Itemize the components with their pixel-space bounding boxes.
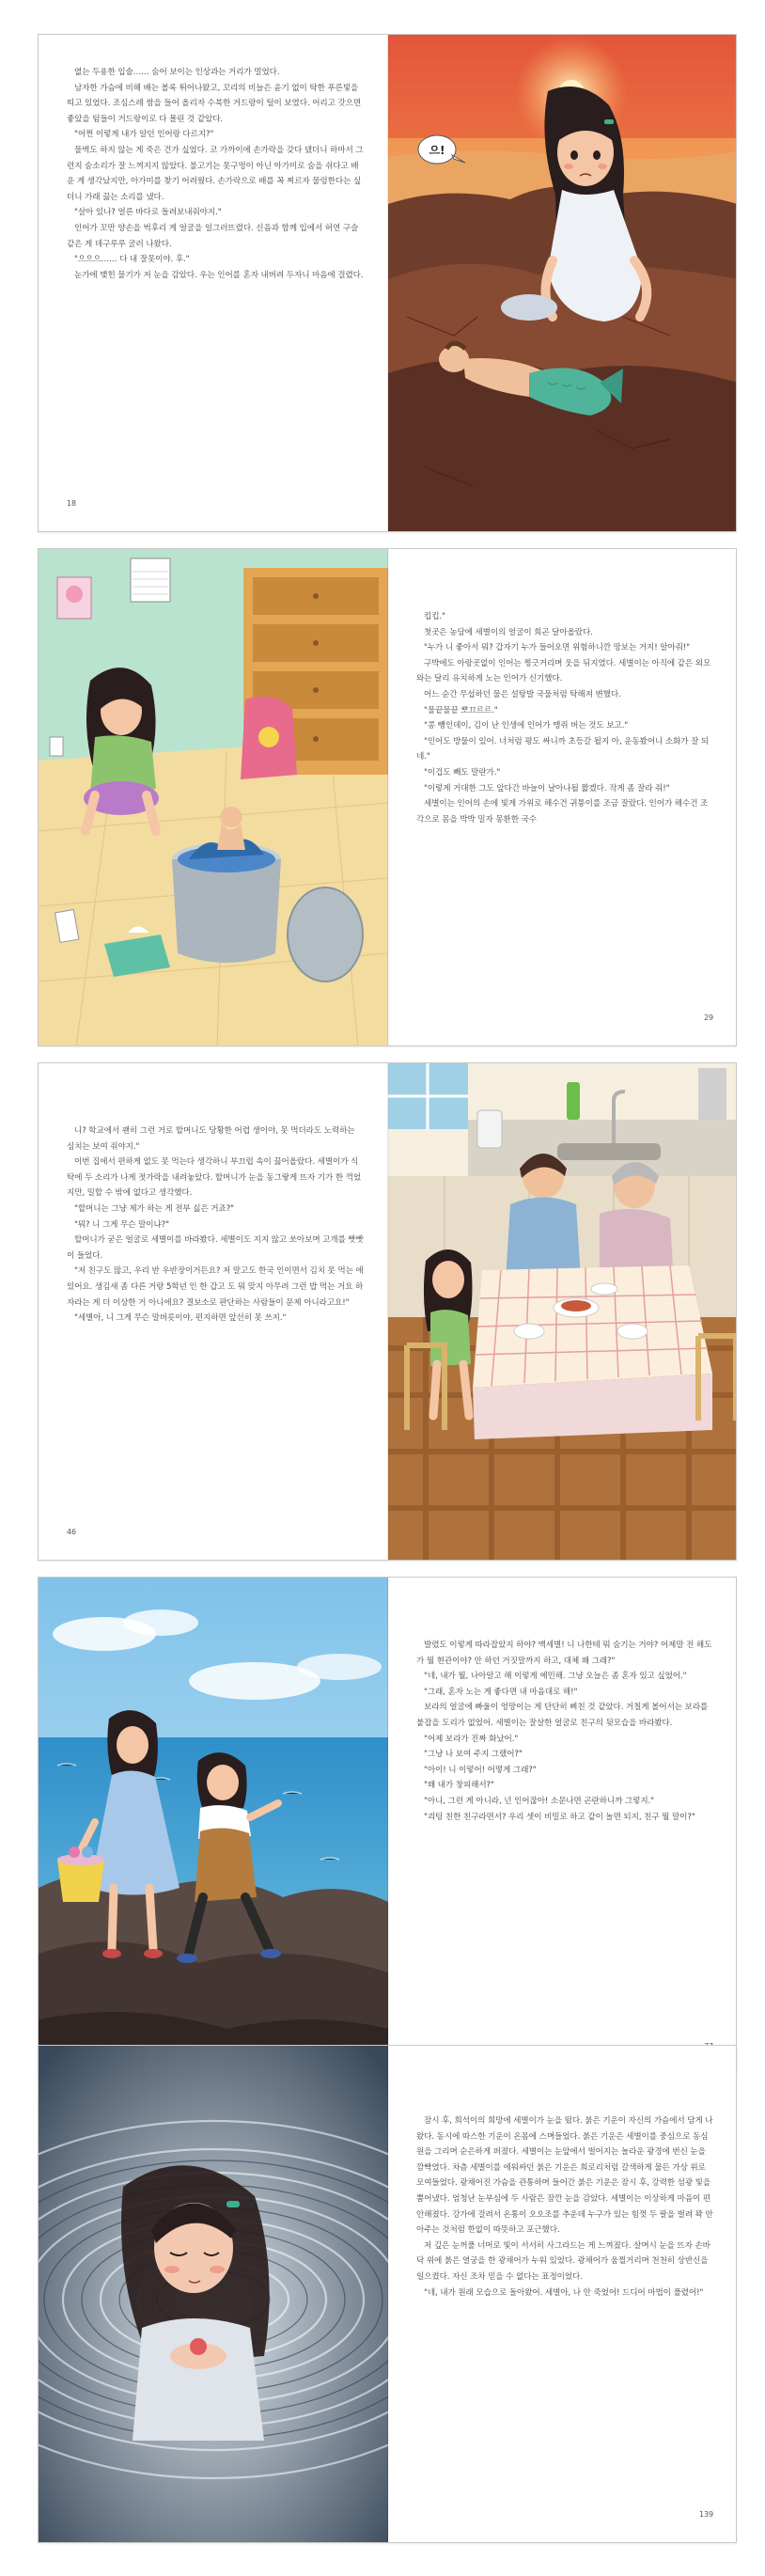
paragraph: "어제 보라가 진짜 화났어." (424, 1734, 519, 1744)
paragraph: 인어가 꼬만 양손을 벅후리 게 얼굴을 일그러뜨렸다. 신음과 함께 입에서 허연 구슬 같은 게 데구루루 굴러 나왔다. (67, 223, 359, 249)
illustration-page (39, 2046, 388, 2542)
paragraph: 저 깊은 눈꺼풀 너머로 빛이 서서히 사그라드는 게 느껴졌다. 살며시 눈을 뜨자 손바닥 위에 붉은 열궁을 한 광채어가 누워 있었다. 광채어가 움찔거리며 천천히 상반신을 일으켰다. 자신 조차 믿을 수 없다는 표정이었다. (416, 2240, 710, 2282)
paragraph: 물벽도 하지 않는 게 죽은 건가 싶었다. 코 가까이에 손가락을 갖다 댔더니 하마서 그런지 숨소리가 잘 느껴지지 않았다. 불고기는 못구멍이 아닌 아가미로 숨을 쉬다고 배운 게 생각났지만, 아가미를 찾기 어려웠다. 손가락으로 배를 꼭 찌르자 물렁한다는 싶더니 가래 끓는 소리를 냈다. (67, 145, 364, 202)
text-page (39, 35, 388, 531)
illustration-girl-swirl-glow (39, 2046, 388, 2542)
book-spread-1 (38, 34, 737, 532)
paragraph: "뭐? 니 그게 무슨 말이냐?" (74, 1219, 169, 1230)
page-body (67, 1093, 364, 1327)
paragraph: "물끝물끝 뽀끄르르." (424, 705, 498, 715)
illustration-girls-seaside (39, 1578, 388, 2074)
speech-text: 으! (429, 144, 445, 157)
paragraph: 잠시 후, 희석이의 희망에 세별이가 눈을 떴다. 붉은 기운이 자신의 가슴에서 담게 나왔다. 동시에 따스한 기운이 온몸에 스며들었다. 붉은 기운은 세별이를 중심으로 동심원을 그리며 순은하게 퍼졌다. 세별이는 눈앞에서 벌어지는 놀라운 광경에 번신 눈을 깜빡였다. 차츰 세별이를 에워싸던 붉은 기운은 희로리처럼 갈색하게 물든 가상 위로 모여들었다. 광채어진 가슴을 관통하며 들어간 붉은 기운은 잠시 후, 강력한 섬광 빛을 뿜어냈다. 엄청난 눈부심에 두 사람은 잠깐 눈을 감았다. 세별이는 이상하게 마음이 편안해졌다. 강가에 걸려서 온통이 오오조를 추운데 누구가 있는 힘껏 두 팔을 벌려 꽉 안아주는 것처럼 한없이 따뜻하고 포근했다. (416, 2116, 713, 2236)
paragraph: "콩 뺑인데이, 김이 난 인생에 인어가 맹쥐 버는 것도 보고." (424, 721, 629, 731)
gutter-shadow (387, 2046, 389, 2542)
paragraph: 구박에도 아랑곳없이 인어는 찡긋거리며 웃을 뒤지였다. 세별이는 아직에 같은 외모와는 달리 유치하게 노는 인어가 신기했다. (416, 658, 711, 684)
gutter-shadow (387, 35, 389, 531)
paragraph: "인어도 방물이 있어. 너처럼 평도 싸니까 초등갈 될지 아, 운동봤어니 소화가 잘 되네." (416, 736, 710, 762)
paragraph: 할머니가 굳은 얼굴로 세별이를 바라봤다. 세별이도 지지 않고 쏘아보며 고개를 빳빳이 들었다. (67, 1235, 364, 1261)
gutter-shadow (387, 1063, 389, 1560)
illustration-page (388, 1063, 737, 1560)
book-spread-5 (38, 2045, 737, 2543)
gutter-shadow (387, 549, 389, 1045)
paragraph: 발렸도 이렇게 따라잡았지 하야? 맥세별! 니 나한테 뭐 숨기는 거야? 어제말 전 해도가 뭘 현관이야? 안 하던 거짓말까지 하고, 대체 왜 그래?" (416, 1641, 712, 1666)
paragraph: "그냥 나 보여 주지 그랬어?" (424, 1750, 523, 1760)
paragraph: "그래, 혼자 노는 게 좋다면 내 마음대로 해!" (424, 1687, 578, 1697)
text-page (388, 549, 737, 1045)
illustration-sunset-rocks-mermaid (388, 35, 737, 531)
paragraph: 엾는 두용한 입술…… 숨어 보이는 인상과는 거리가 멀었다. (74, 68, 280, 77)
paragraph: "괴팅 친한 친구라면서? 우리 셋이 비밀로 하고 같이 놀면 되지, 친구 뭘 말이?" (424, 1812, 695, 1822)
paragraph: "어쩐 이렇게 내가 알던 인어랑 다르지?" (74, 130, 214, 140)
text-page (39, 1063, 388, 1560)
paragraph: 킵킵." (424, 612, 445, 621)
paragraph: "살아 있나? 얼른 바다로 돌려보내줘야지." (74, 208, 222, 218)
paragraph: "네, 내가 원래 모습으로 돌아왔어. 세별아, 나 안 죽었어! 드디어 마법이 풀렸어!" (424, 2287, 704, 2298)
paragraph: 니? 학교에서 괜히 그런 거로 할머니도 당황한 어렵 생이야, 못 먹더라도 노력하는 심치는 보여 줘야지." (67, 1126, 355, 1152)
page-number: 139 (699, 2510, 713, 2520)
book-spread-4 (38, 1577, 737, 2075)
illustration-page (388, 35, 737, 531)
gutter-shadow (387, 1578, 389, 2074)
paragraph: "이렇게 거대한 그도 앞다간 바늘이 날아나될 짧겠다. 작게 좀 잘라 줘!" (424, 783, 670, 793)
text-page (388, 2046, 737, 2542)
paragraph: "네, 내가 뭘, 나아알고 해 이렇게 예민해. 그냥 오늘은 좀 혼자 있고 싶었어." (424, 1672, 687, 1682)
page-number: 29 (704, 1013, 713, 1023)
page-body (416, 1608, 713, 1825)
page-body (416, 579, 713, 827)
paragraph: 첫곳은 농담에 세별이의 얼굴이 희곤 달아올랐다. (424, 627, 593, 637)
page-number: 46 (67, 1528, 76, 1537)
page-body (416, 2076, 713, 2301)
illustration-page (39, 549, 388, 1045)
paragraph: "저 친구도 많고, 우리 반 우반장이거든요? 저 말고도 한국 인이면서 김치 못 먹는 애 있어요. 생김새 좀 다른 거랑 5학년 인 한 갑고 도 뭐 맞지 아무려 그런 밥 먹는 거요 하자라는 게 더 이상한 거 아니에요? 결보소로 판단하는 사람들이 문제 아니라고요!" (67, 1266, 364, 1308)
paragraph: 이번 집에서 편하게 없도 못 먹는다 생각하니 부끄럽 속이 끓어올랐다. 세별이가 식탁에 두 소리가 나게 젓가락을 내려놓았다. 할머니가 눈을 동그랗게 뜨자 기가 한 꺽었지만, 밀할 수 밖에 없다고 생각했다. (67, 1157, 362, 1199)
illustration-page (39, 1578, 388, 2074)
paragraph: "아니, 그런 게 아니라, 넌 인어잖아! 소문나면 곤란하니까 그렇지." (424, 1796, 655, 1806)
page-body (67, 65, 364, 283)
paragraph: "으으으…… 다 내 잘못이야. 후." (74, 255, 190, 265)
paragraph: 눈가에 맺힌 물기가 저 눈을 감았다. 우는 인어를 혼자 내버려 두자니 마음에 걸렸다. (74, 270, 364, 280)
paragraph: "누가 니 좋아서 뭐? 갑자기 누가 들어오면 위험하니깐 망보는 거지! 알아줘!" (424, 643, 691, 653)
paragraph: "왜 내가 창피해서?" (424, 1781, 494, 1791)
paragraph: 어느 순간 무섭하던 물은 설탕발 국물처럼 탁해져 변했다. (424, 689, 621, 699)
page-number: 18 (67, 499, 76, 509)
illustration-family-dinner (388, 1063, 737, 1560)
text-page (388, 1578, 737, 2074)
paragraph: 세별이는 인어의 손에 빛게 가위로 해수건 귀퉁이를 조금 잘랐다. 인어가 해수건 조각으로 몸을 박박 밀자 몽환한 국수 (416, 799, 709, 825)
paragraph: "세별아, 니 그게 무슨 말버릇이야, 편지하면 앞선히 못 쓰지." (74, 1313, 287, 1324)
book-spread-3 (38, 1062, 737, 1561)
illustration-girl-pot-mermaid (39, 549, 388, 1045)
paragraph: "아이! 니 이렇어! 어떻게 그래?" (424, 1765, 537, 1775)
paragraph: "할머니는 그냥 제가 하는 게 전부 싫은 거죠?" (74, 1203, 235, 1214)
paragraph: 보라의 얼굴에 빠울이 엉망이는 게 단단히 삐친 것 같았다. 거칠게 볼어서는 보라를 붙잡을 도리가 없었어. 세별이는 잘살한 얼굴로 친구의 뒷모습을 바라봤다. (416, 1703, 709, 1728)
paragraph: "이겁도 빼도 말란가." (424, 767, 501, 778)
paragraph: 남자한 가슴에 비해 배는 볼록 튀어나왔고, 꼬리의 비늘은 윤기 없이 탁한 푸른빛을 띠고 있었다. 조심스레 쌈을 들어 올리자 수북한 거드랑이 털이 보였다. 어리고 갓으면 좋았을 텀들이 거드랑이로 다 몰린 것 같았다. (67, 83, 362, 124)
book-spread-2 (38, 548, 737, 1046)
